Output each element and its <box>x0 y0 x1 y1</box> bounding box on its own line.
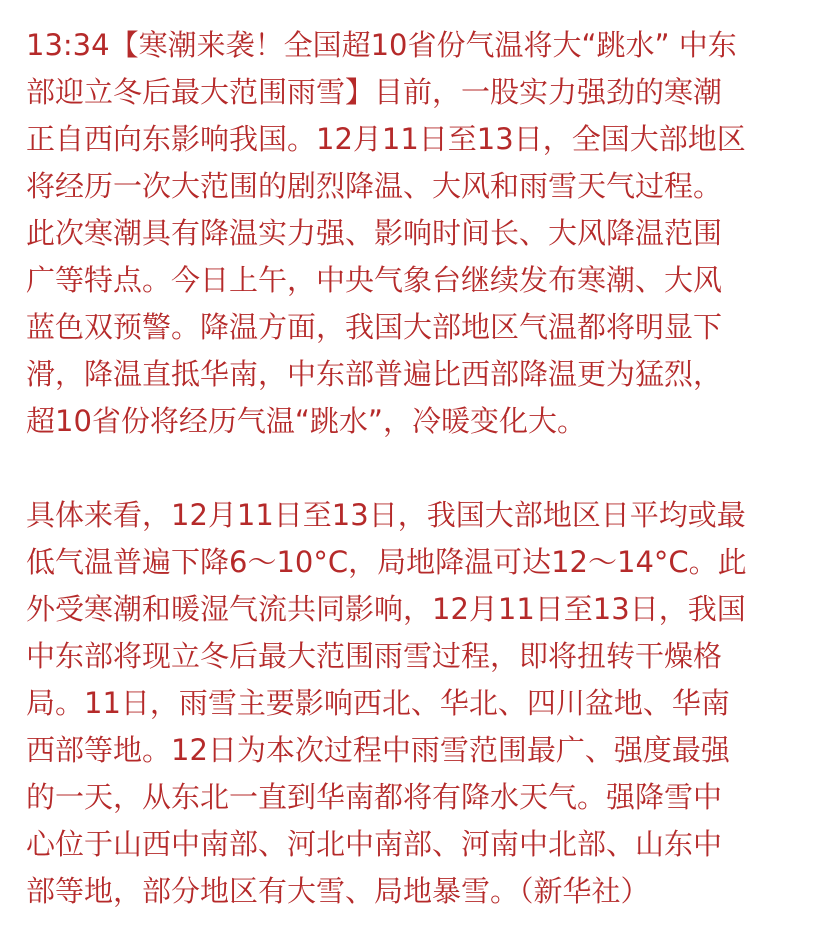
text-line: 超10省份将经历气温“跳水”，冷暖变化大。 <box>26 404 586 438</box>
text-line: 中东部将现立冬后最大范围雨雪过程，即将扭转干燥格 <box>26 639 723 673</box>
news-article <box>26 22 816 915</box>
text-line: 具体来看，12月11日至13日，我国大部地区日平均或最 <box>26 498 746 532</box>
text-line: 心位于山西中南部、河北中南部、河南中北部、山东中 <box>26 827 723 861</box>
text-line: 部等地，部分地区有大雪、局地暴雪。（新华社） <box>26 874 650 908</box>
text-line: 部迎立冬后最大范围雨雪】目前，一股实力强劲的寒潮 <box>26 75 723 109</box>
text-line: 低气温普遍下降6～10°C，局地降温可达12～14°C。此 <box>26 545 747 579</box>
article-paragraph-2 <box>26 492 816 915</box>
text-line: 广等特点。今日上午，中央气象台继续发布寒潮、大风 <box>26 263 723 297</box>
article-paragraph-1 <box>26 22 816 445</box>
text-line: 滑，降温直抵华南，中东部普遍比西部降温更为猛烈， <box>26 357 723 391</box>
text-line: 正自西向东影响我国。12月11日至13日，全国大部地区 <box>26 122 746 156</box>
text-line: 此次寒潮具有降温实力强、影响时间长、大风降温范围 <box>26 216 723 250</box>
text-line: 西部等地。12日为本次过程中雨雪范围最广、强度最强 <box>26 733 730 767</box>
text-line: 的一天，从东北一直到华南都将有降水天气。强降雪中 <box>26 780 723 814</box>
text-line: 局。11日，雨雪主要影响西北、华北、四川盆地、华南 <box>26 686 730 720</box>
text-line: 将经历一次大范围的剧烈降温、大风和雨雪天气过程。 <box>26 169 723 203</box>
text-line: 外受寒潮和暖湿气流共同影响，12月11日至13日，我国 <box>26 592 746 626</box>
paragraph-spacer <box>26 445 816 492</box>
text-line: 13:34【寒潮来袭！全国超10省份气温将大“跳水” 中东 <box>26 28 737 62</box>
text-line: 蓝色双预警。降温方面，我国大部地区气温都将明显下 <box>26 310 723 344</box>
